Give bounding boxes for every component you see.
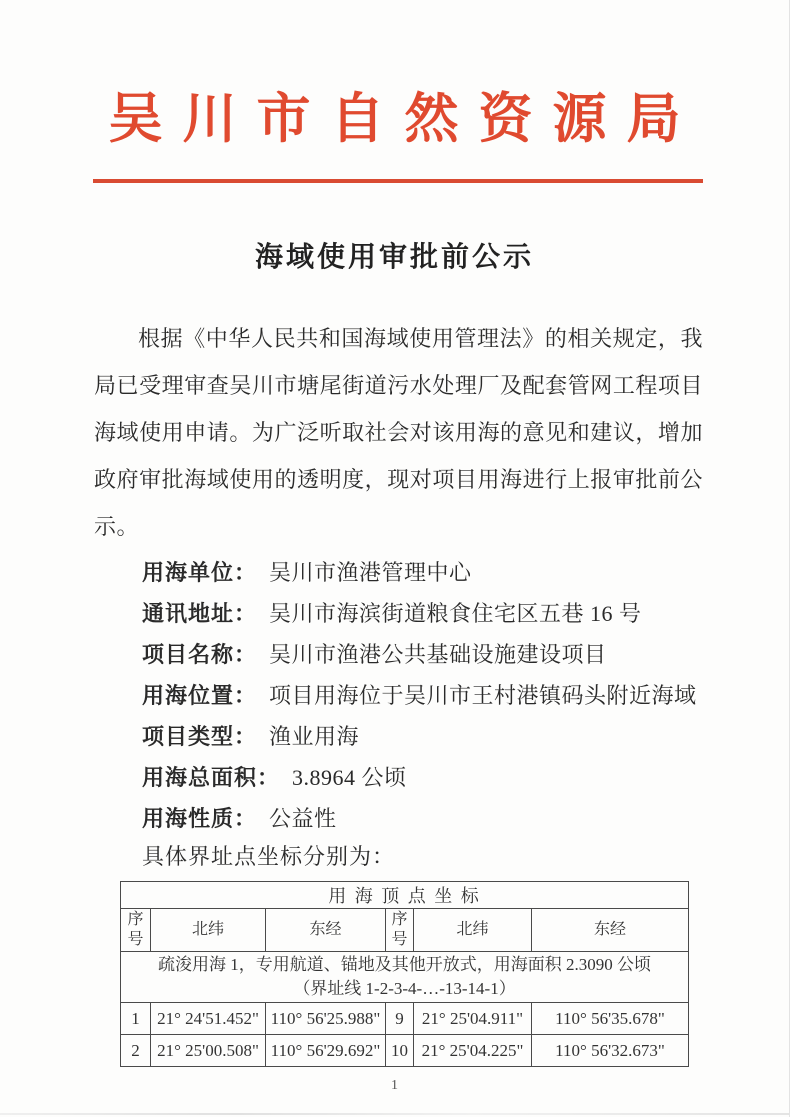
section-header-line2: （界址线 1-2-3-4-…-13-14-1）: [293, 979, 516, 999]
field-value: 项目用海位于吴川市王村港镇码头附近海域: [269, 683, 697, 709]
field-label: 项目名称：: [142, 642, 258, 668]
cell-seq: 1: [121, 1003, 151, 1035]
section-header-line1: 疏浚用海 1，专用航道、锚地及其他开放式，用海面积 2.3090 公顷: [158, 955, 652, 975]
field-label: 用海位置：: [142, 683, 258, 709]
field-row-project-name: [142, 634, 729, 675]
cell-longitude: 110° 56'29.692": [266, 1035, 386, 1067]
cell-latitude: 21° 24'51.452": [151, 1003, 266, 1035]
field-row-sea-user: [142, 552, 729, 593]
cell-latitude: 21° 25'04.225": [414, 1035, 532, 1067]
field-row-project-type: [142, 716, 729, 757]
notice-paragraph: 根据《中华人民共和国海域使用管理法》的相关规定，我局已受理审查吴川市塘尾街道污水处理厂及配套管网工程项目海域使用申请。为广泛听取社会对该用海的意见和建议，增加政府审批海域使用的透明度，现对项目用海进行上报审批前公示。: [94, 326, 703, 540]
agency-header: 吴川市自然资源局: [108, 89, 701, 149]
coordinates-intro: 具体界址点坐标分别为：: [142, 844, 396, 870]
field-label: 用海性质：: [142, 806, 258, 832]
field-row-sea-location: [142, 675, 729, 716]
field-label: 通讯地址：: [142, 601, 258, 627]
column-header-seq-left: 序号: [121, 909, 151, 952]
cell-seq: 10: [386, 1035, 414, 1067]
column-header-seq-right: 序号: [386, 909, 414, 952]
field-list: [142, 552, 729, 839]
cell-latitude: 21° 25'00.508": [151, 1035, 266, 1067]
document-title: 海域使用审批前公示: [254, 242, 534, 274]
cell-latitude: 21° 25'04.911": [414, 1003, 532, 1035]
field-row-sea-use-nature: [142, 798, 729, 839]
cell-seq: 9: [386, 1003, 414, 1035]
field-label: 用海总面积：: [142, 765, 281, 791]
field-row-mail-address: [142, 593, 729, 634]
section-header: [121, 952, 689, 1003]
field-row-total-area: [142, 757, 729, 798]
cell-longitude: 110° 56'32.673": [532, 1035, 689, 1067]
field-value: 吴川市渔港管理中心: [269, 560, 472, 586]
table-header-row: [121, 909, 689, 952]
table-row: [121, 1035, 689, 1067]
field-label: 项目类型：: [142, 724, 258, 750]
field-value: 吴川市海滨街道粮食住宅区五巷 16 号: [269, 601, 642, 627]
scan-edge-artifact: [0, 1113, 789, 1115]
column-header-latitude-right: 北纬: [414, 909, 532, 952]
table-row: [121, 1003, 689, 1035]
cell-longitude: 110° 56'25.988": [266, 1003, 386, 1035]
cell-seq: 2: [121, 1035, 151, 1067]
column-header-longitude-right: 东经: [532, 909, 689, 952]
coordinates-table: [120, 881, 689, 1067]
red-divider-line: [93, 179, 703, 183]
field-value: 3.8964 公顷: [292, 765, 407, 791]
cell-longitude: 110° 56'35.678": [532, 1003, 689, 1035]
table-title-row: [121, 882, 689, 909]
field-value: 渔业用海: [269, 724, 360, 750]
column-header-latitude-left: 北纬: [151, 909, 266, 952]
page-number: 1: [391, 1078, 398, 1094]
column-header-longitude-left: 东经: [266, 909, 386, 952]
field-value: 吴川市渔港公共基础设施建设项目: [269, 642, 607, 668]
table-title: 用 海 顶 点 坐 标: [121, 882, 689, 909]
field-label: 用海单位：: [142, 560, 258, 586]
field-value: 公益性: [269, 806, 337, 832]
table-section-row: [121, 952, 689, 1003]
